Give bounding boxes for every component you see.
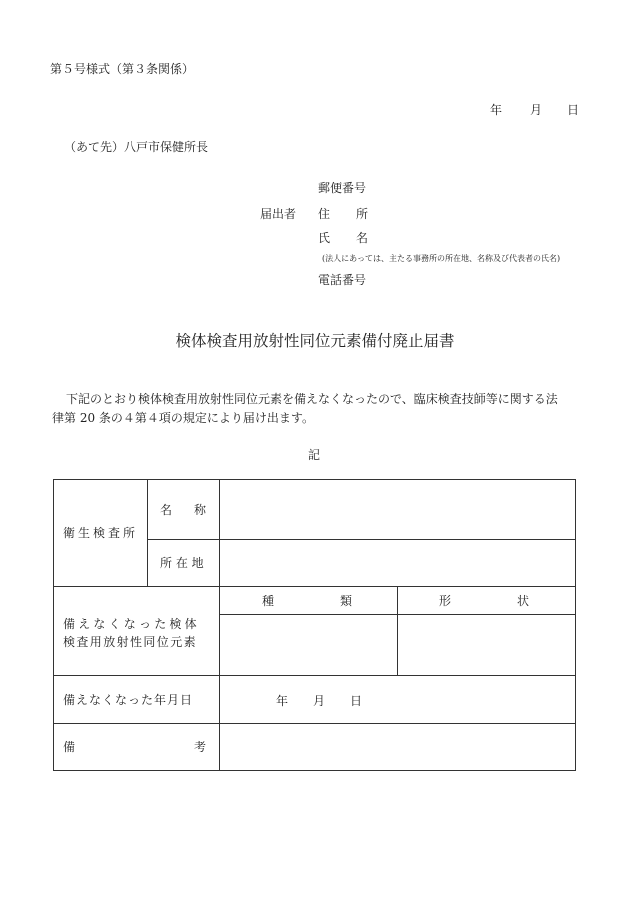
remarks-field[interactable] [221, 725, 573, 768]
name-label: 氏 名 [318, 231, 368, 245]
remarks-label: 備 考 [63, 740, 206, 754]
discontinued-date-label: 備えなくなった年月日 [63, 692, 194, 707]
address-label: 住 所 [318, 207, 368, 221]
form-number: 第５号様式（第３条関係） [50, 62, 195, 76]
field-year: 年 [276, 694, 289, 708]
table-line [53, 479, 54, 771]
table-line [53, 770, 575, 771]
field-day: 日 [350, 694, 363, 708]
lab-name-field[interactable] [223, 481, 573, 537]
corporate-note: (法人にあっては、主たる事務所の所在地、名称及び代表者の氏名) [322, 254, 561, 263]
lab-name-label: 名 称 [160, 502, 206, 517]
phone-label: 電話番号 [318, 273, 367, 287]
type-field[interactable] [221, 616, 395, 673]
lab-location-field[interactable] [223, 541, 573, 584]
form-field[interactable] [399, 616, 573, 673]
field-month: 月 [313, 694, 326, 708]
date-year: 年 [490, 103, 503, 117]
body-line-2: 律第 20 条の４第４項の規定により届け出ます。 [52, 411, 314, 425]
lab-label: 衛生検査所 [63, 526, 139, 540]
document-title: 検体検査用放射性同位元素備付廃止届書 [175, 332, 455, 350]
body-line-1: 下記のとおり検体検査用放射性同位元素を備えなくなったので、臨床検査技師等に関する法 [66, 392, 558, 406]
form-header: 形 状 [439, 593, 529, 608]
postal-code-label: 郵便番号 [318, 181, 367, 195]
discontinued-label-line-1: 備えなくなった検体 [63, 617, 200, 631]
table-line [147, 479, 148, 586]
table-line [219, 479, 220, 771]
date-month: 月 [530, 103, 543, 117]
lab-location-label: 所 在 地 [160, 556, 204, 570]
date-day: 日 [567, 103, 580, 117]
discontinued-label-line-2: 検査用放射性同位元素 [63, 635, 198, 649]
type-header: 種 類 [262, 593, 352, 608]
applicant-label: 届出者 [260, 207, 297, 221]
table-line [397, 586, 398, 675]
table-line [575, 479, 576, 771]
addressee: （あて先）八戸市保健所長 [64, 140, 209, 154]
ki-label: 記 [308, 448, 321, 462]
